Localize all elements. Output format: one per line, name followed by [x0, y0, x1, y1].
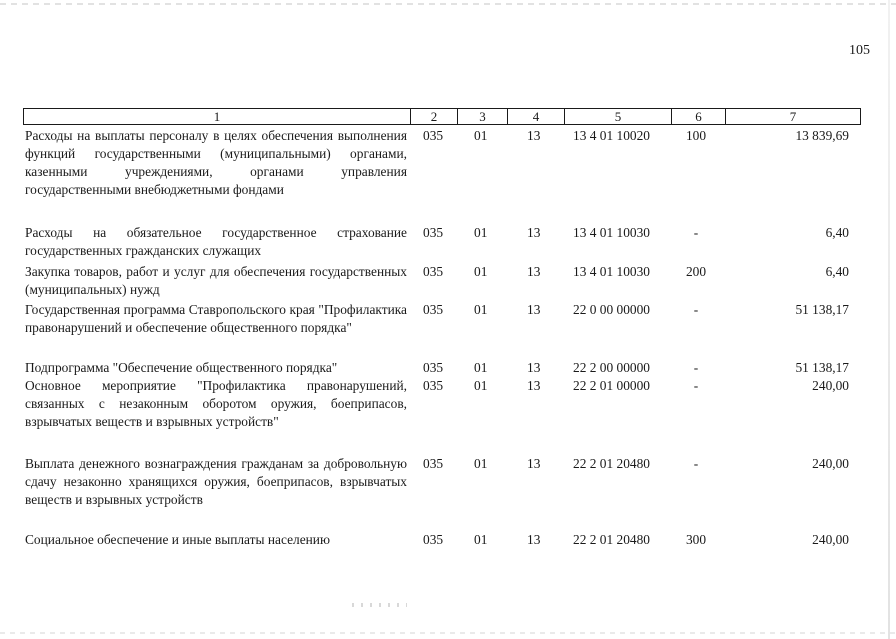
row-code: 035	[423, 128, 444, 143]
header-col-1: 1	[213, 109, 221, 124]
row-vr: -	[693, 225, 699, 240]
row-vr: -	[693, 456, 699, 471]
header-col-3: 3	[457, 109, 507, 124]
row-vr: -	[693, 378, 699, 393]
scan-edge-bottom	[0, 632, 896, 634]
row-code: 035	[423, 532, 444, 547]
header-col-5: 5	[564, 109, 671, 124]
row-section: 01	[474, 360, 488, 375]
row-sum: 13 839,69	[795, 128, 849, 143]
row-section: 01	[474, 302, 488, 317]
row-subsection: 13	[527, 128, 541, 143]
row-section: 01	[474, 264, 488, 279]
row-name: Основное мероприятие "Профилактика правонарушений, связанных с незаконным оборотом оружия, боеприпасов, взрывчатых веществ и взрывных устройств"	[25, 378, 407, 429]
row-section: 01	[474, 456, 488, 471]
row-section: 01	[474, 128, 488, 143]
row-target: 22 0 00 00000	[573, 302, 650, 317]
header-col-6: 6	[671, 109, 725, 124]
row-subsection: 13	[527, 302, 541, 317]
row-subsection: 13	[527, 360, 541, 375]
row-name: Закупка товаров, работ и услуг для обеспечения государственных (муниципальных) нужд	[25, 264, 407, 297]
row-sum: 6,40	[825, 225, 849, 240]
scan-edge-top	[0, 3, 896, 5]
row-code: 035	[423, 264, 444, 279]
row-code: 035	[423, 360, 444, 375]
row-target: 22 2 01 00000	[573, 378, 650, 393]
page-number: 105	[849, 43, 870, 58]
row-code: 035	[423, 378, 444, 393]
row-code: 035	[423, 456, 444, 471]
row-vr: -	[693, 302, 699, 317]
row-code: 035	[423, 302, 444, 317]
row-vr: 300	[685, 532, 707, 547]
row-code: 035	[423, 225, 444, 240]
row-target: 22 2 01 20480	[573, 456, 650, 471]
row-target: 22 2 00 00000	[573, 360, 650, 375]
row-target: 13 4 01 10030	[573, 264, 650, 279]
row-sum: 51 138,17	[795, 360, 849, 375]
row-vr: 100	[685, 128, 707, 143]
header-col-2: 2	[410, 109, 457, 124]
row-name: Расходы на обязательное государственное страхование государственных гражданских служащих	[25, 225, 407, 258]
header-col-7: 7	[725, 109, 860, 124]
row-subsection: 13	[527, 225, 541, 240]
row-target: 13 4 01 10020	[573, 128, 650, 143]
table-header	[23, 108, 861, 125]
row-name: Подпрограмма "Обеспечение общественного порядка"	[25, 360, 338, 375]
row-section: 01	[474, 225, 488, 240]
row-subsection: 13	[527, 264, 541, 279]
row-vr: 200	[685, 264, 707, 279]
row-subsection: 13	[527, 532, 541, 547]
row-sum: 6,40	[825, 264, 849, 279]
row-name: Расходы на выплаты персоналу в целях обеспечения выполнения функций государственными (муниципальными) органами, казенными учреждениями, органами управления государственными внебюджетными фондами	[25, 128, 407, 197]
row-sum: 51 138,17	[795, 302, 849, 317]
row-sum: 240,00	[812, 378, 849, 393]
row-target: 13 4 01 10030	[573, 225, 650, 240]
row-section: 01	[474, 532, 488, 547]
row-target: 22 2 01 20480	[573, 532, 650, 547]
row-name: Государственная программа Ставропольского края "Профилактика правонарушений и обеспечение общественного порядка"	[25, 302, 407, 335]
header-col-4: 4	[507, 109, 564, 124]
scan-speck	[352, 603, 407, 607]
row-subsection: 13	[527, 378, 541, 393]
scan-edge-right	[888, 0, 890, 639]
row-section: 01	[474, 378, 488, 393]
row-vr: -	[693, 360, 699, 375]
row-sum: 240,00	[812, 456, 849, 471]
row-name: Социальное обеспечение и иные выплаты населению	[25, 532, 330, 547]
row-sum: 240,00	[812, 532, 849, 547]
row-name: Выплата денежного вознаграждения гражданам за добровольную сдачу незаконно хранящихся оружия, боеприпасов, взрывчатых веществ и взрывных устройств	[25, 456, 407, 507]
row-subsection: 13	[527, 456, 541, 471]
